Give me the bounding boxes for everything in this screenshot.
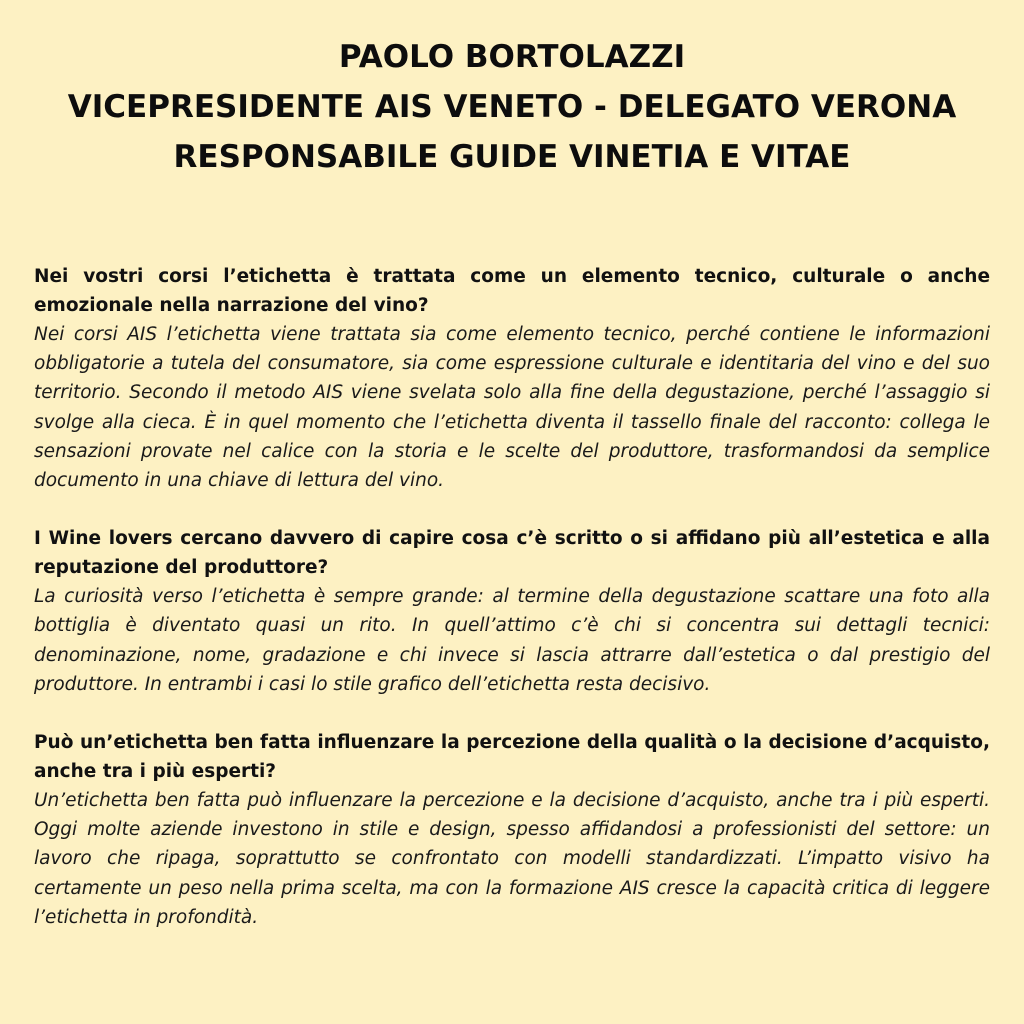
qa-item	[34, 524, 990, 699]
question-text: Può un’etichetta ben fatta influenzare la percezione della qualità o la decisione d’acquisto, anche tra i più esperti?	[34, 732, 990, 783]
interviewee-name: PAOLO BORTOLAZZI	[338, 39, 686, 75]
interviewee-role: VICEPRESIDENTE AIS VENETO - DELEGATO VERONA	[67, 89, 957, 125]
interviewee-responsibility: RESPONSABILE GUIDE VINETIA E VITAE	[173, 139, 851, 175]
question-text: Nei vostri corsi l’etichetta è trattata come un elemento tecnico, culturale o anche emozionale nella narrazione del vino?	[34, 266, 990, 316]
answer-text: La curiosità verso l’etichetta è sempre grande: al termine della degustazione scattare una foto alla bottiglia è diventato quasi un rito. In quell’attimo c’è chi si concentra sui dettagli tecnici: denominazione, nome, gradazione e chi invece si lascia attrarre dall’estetica o dal prestigio del produttore. In entrambi i casi lo stile grafico dell’etichetta resta decisivo.	[34, 586, 990, 695]
answer-text: Un’etichetta ben fatta può influenzare la percezione e la decisione d’acquisto, anche tra i più esperti. Oggi molte aziende investono in stile e design, spesso affidandosi a professionisti del settore: un lavoro che ripaga, soprattutto se confrontato con modelli standardizzati. L’impatto visivo ha certamente un peso nella prima scelta, ma con la formazione AIS cresce la capacità critica di leggere l’etichetta in profondità.	[34, 790, 990, 928]
qa-item	[34, 262, 990, 495]
qa-item	[34, 728, 990, 932]
answer-text: Nei corsi AIS l’etichetta viene trattata sia come elemento tecnico, perché contiene le informazioni obbligatorie a tutela del consumatore, sia come espressione culturale e identitaria del vino e del suo territorio. Secondo il metodo AIS viene svelata solo alla fine della degustazione, perché l’assaggio si svolge alla cieca. È in quel momento che l’etichetta diventa il tassello finale del racconto: collega le sensazioni provate nel calice con la storia e le scelte del produttore, trasformandosi da semplice documento in una chiave di lettura del vino.	[34, 324, 990, 492]
question-text: I Wine lovers cercano davvero di capire cosa c’è scritto o si affidano più all’estetica e alla reputazione del produttore?	[34, 528, 990, 579]
qa-list	[34, 262, 990, 932]
page-header	[34, 32, 990, 182]
